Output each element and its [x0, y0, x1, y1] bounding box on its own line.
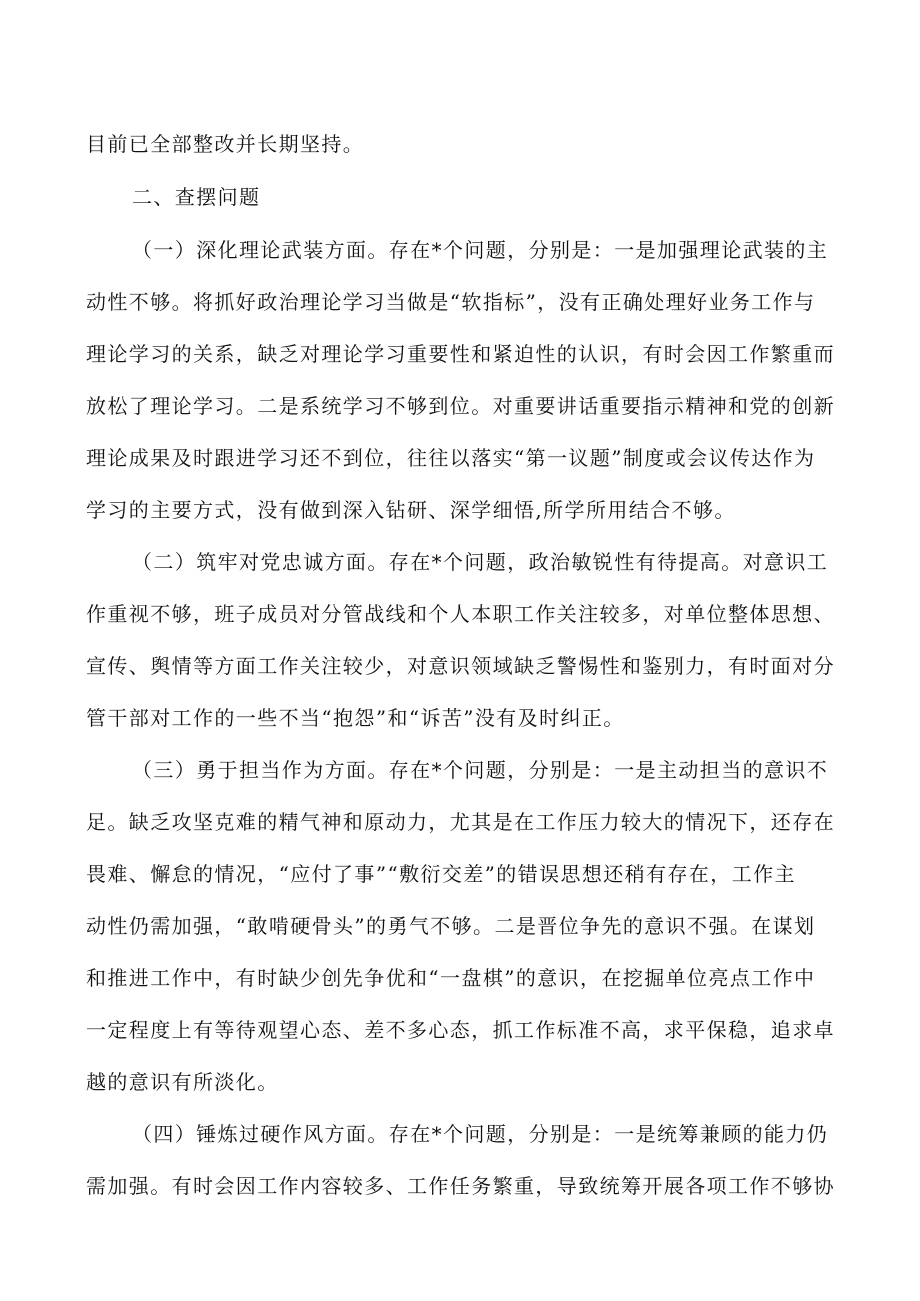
text-line: 放松了理论学习。二是系统学习不够到位。对重要讲话重要指示精神和党的创新 [86, 394, 835, 418]
text-line: 畏难、懈怠的情况，“应付了事”“敷衍交差”的错误思想还稍有存在，工作主 [86, 862, 796, 886]
text-line: 足。缺乏攻坚克难的精气神和原动力，尤其是在工作压力较大的情况下，还存在 [86, 810, 835, 834]
text-line: 动性不够。将抓好政治理论学习当做是“软指标”，没有正确处理好业务工作与 [86, 290, 816, 314]
text-line: 越的意识有所淡化。 [86, 1070, 279, 1094]
section-heading: 二、查摆问题 [132, 185, 261, 209]
text-line: 理论成果及时跟进学习还不到位，往往以落实“第一议题”制度或会议传达作为 [86, 446, 816, 470]
paragraph-first-line: （四）锤炼过硬作风方面。存在*个问题，分别是：一是统筹兼顾的能力仍 [132, 1122, 829, 1146]
text-line: 作重视不够，班子成员对分管战线和个人本职工作关注较多，对单位整体思想、 [86, 602, 835, 626]
text-line: 管干部对工作的一些不当“抱怨”和“诉苦”没有及时纠正。 [86, 706, 625, 730]
text-line: 一定程度上有等待观望心态、差不多心态，抓工作标准不高，求平保稳，追求卓 [86, 1018, 835, 1042]
text-line: 需加强。有时会因工作内容较多、工作任务繁重，导致统筹开展各项工作不够协 [86, 1174, 835, 1198]
text-line: 和推进工作中，有时缺少创先争优和“一盘棋”的意识，在挖掘单位亮点工作中 [86, 966, 816, 990]
text-line: 学习的主要方式，没有做到深入钻研、深学细悟,所学所用结合不够。 [86, 498, 736, 522]
paragraph-first-line: （三）勇于担当作为方面。存在*个问题，分别是：一是主动担当的意识不 [132, 758, 829, 782]
text-line: 宣传、舆情等方面工作关注较少，对意识领域缺乏警惕性和鉴别力，有时面对分 [86, 654, 835, 678]
text-line: 理论学习的关系，缺乏对理论学习重要性和紧迫性的认识，有时会因工作繁重而 [86, 342, 835, 366]
paragraph-first-line: （二）筑牢对党忠诚方面。存在*个问题，政治敏锐性有待提高。对意识工 [132, 550, 829, 574]
text-line: 目前已全部整改并长期坚持。 [86, 132, 365, 156]
text-line: 动性仍需加强，“敢啃硬骨头”的勇气不够。二是晋位争先的意识不强。在谋划 [86, 914, 816, 938]
paragraph-first-line: （一）深化理论武装方面。存在*个问题，分别是：一是加强理论武装的主 [132, 238, 829, 262]
